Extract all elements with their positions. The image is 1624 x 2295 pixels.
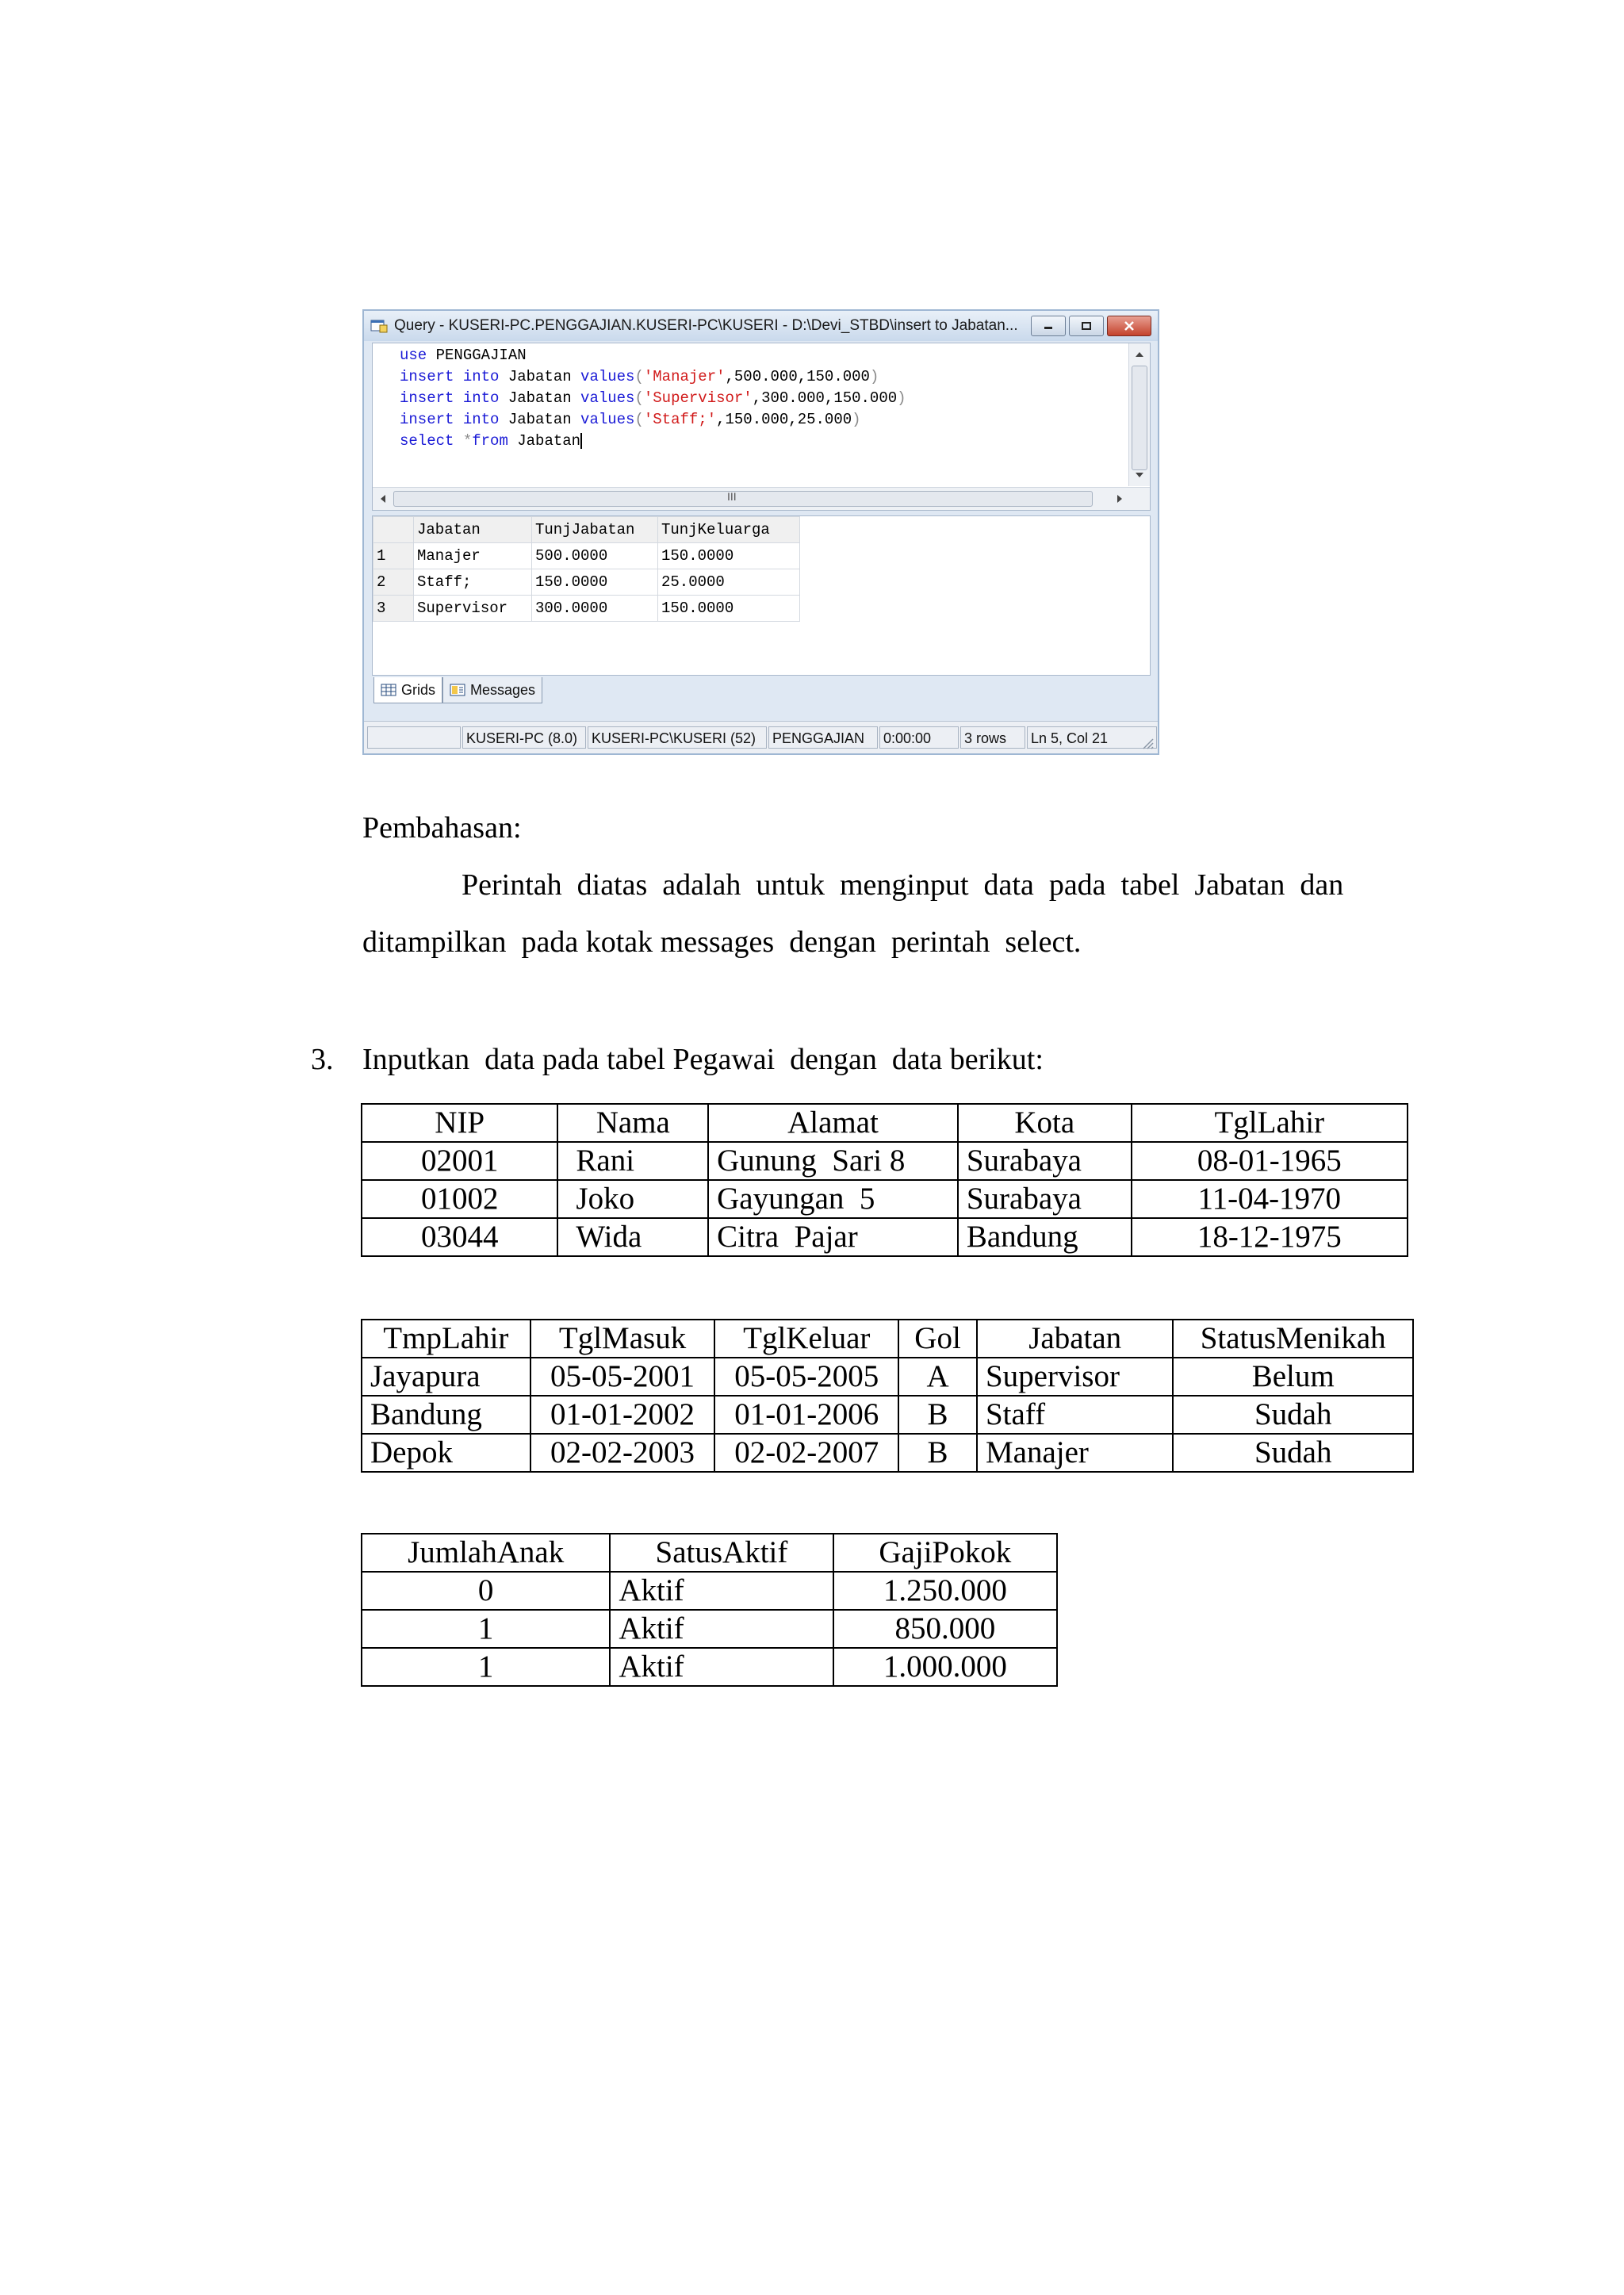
pembahasan-line-2: ditampilkan pada kotak messages dengan perintah select. [362, 925, 1082, 959]
cell-jabatan: Supervisor [977, 1358, 1173, 1396]
table-row [362, 1218, 1408, 1256]
cell-tglkeluar: 05-05-2005 [714, 1358, 898, 1396]
cell-statusaktif: Aktif [610, 1572, 833, 1610]
grid-row[interactable] [373, 543, 800, 569]
grid-header[interactable]: TunjKeluarga [658, 517, 800, 543]
minimize-button[interactable] [1031, 316, 1066, 336]
cell-kota: Surabaya [958, 1180, 1132, 1218]
status-time: 0:00:00 [879, 726, 959, 749]
messages-icon [450, 684, 465, 696]
query-editor[interactable] [372, 343, 1151, 511]
table-header: Gol [898, 1320, 977, 1358]
table-header: JumlahAnak [362, 1534, 610, 1572]
table-header: Jabatan [977, 1320, 1173, 1358]
scroll-left-icon [375, 489, 391, 509]
cell-nip: 01002 [362, 1180, 557, 1218]
cell-tmplahir: Jayapura [362, 1358, 530, 1396]
list-item-number: 3. [311, 1043, 334, 1076]
table-header: Kota [958, 1104, 1132, 1142]
table-row [362, 1358, 1413, 1396]
grid-row-number: 2 [373, 569, 414, 596]
cell-statusmenikah: Sudah [1173, 1434, 1413, 1472]
table-header: TglLahir [1132, 1104, 1408, 1142]
tab-grids-label: Grids [401, 681, 436, 698]
status-position: Ln 5, Col 21 [1027, 726, 1157, 749]
table-header: TglMasuk [530, 1320, 715, 1358]
grid-row[interactable] [373, 569, 800, 596]
table-header: NIP [362, 1104, 557, 1142]
cell-jumlahanak: 0 [362, 1572, 610, 1610]
cell-jumlahanak: 1 [362, 1610, 610, 1648]
cell-tgllahir: 18-12-1975 [1132, 1218, 1408, 1256]
code-line-2: insert into Jabatan values('Manajer',500.000,150.000) [400, 368, 879, 385]
cell-tgllahir: 08-01-1965 [1132, 1142, 1408, 1180]
tab-messages-label: Messages [470, 681, 536, 698]
table-header: Nama [557, 1104, 708, 1142]
tab-messages[interactable] [442, 677, 542, 703]
cell-statusaktif: Aktif [610, 1610, 833, 1648]
code-line-5: select *from Jabatan [400, 432, 581, 450]
results-tabs [373, 677, 542, 703]
pegawai-table-3 [361, 1533, 1058, 1687]
editor-horizontal-scrollbar[interactable] [373, 487, 1150, 510]
cell-statusmenikah: Belum [1173, 1358, 1413, 1396]
status-bar [364, 721, 1158, 753]
minimize-icon [1043, 322, 1054, 330]
table-row [362, 1396, 1413, 1434]
table-header: SatusAktif [610, 1534, 833, 1572]
cell-tglkeluar: 01-01-2006 [714, 1396, 898, 1434]
scroll-up-icon [1130, 347, 1149, 362]
grid-cell[interactable]: Supervisor [414, 596, 532, 622]
table-row [362, 1142, 1408, 1180]
grid-row[interactable] [373, 596, 800, 622]
window-title-bar [364, 311, 1158, 341]
grid-row-number: 1 [373, 543, 414, 569]
table-header: GajiPokok [833, 1534, 1057, 1572]
scroll-down-icon [1130, 467, 1149, 483]
horizontal-scroll-thumb[interactable] [393, 491, 1093, 507]
code-line-4: insert into Jabatan values('Staff;',150.000,25.000) [400, 411, 861, 428]
grid-cell[interactable]: 150.0000 [532, 569, 658, 596]
pegawai-table-2 [361, 1319, 1414, 1473]
cell-gajipokok: 1.000.000 [833, 1648, 1057, 1686]
cell-nama: Joko [557, 1180, 708, 1218]
cell-jumlahanak: 1 [362, 1648, 610, 1686]
query-window-screenshot [362, 309, 1159, 755]
cell-tmplahir: Bandung [362, 1396, 530, 1434]
scroll-right-icon [1112, 489, 1128, 509]
cell-tglmasuk: 02-02-2003 [530, 1434, 715, 1472]
cell-alamat: Citra Pajar [708, 1218, 958, 1256]
pegawai-table-1 [361, 1103, 1408, 1257]
cell-nama: Wida [557, 1218, 708, 1256]
status-server: KUSERI-PC (8.0) [462, 726, 586, 749]
pembahasan-heading: Pembahasan: [362, 811, 522, 845]
close-icon [1124, 321, 1135, 331]
cell-tglmasuk: 01-01-2002 [530, 1396, 715, 1434]
resize-grip-icon[interactable] [1140, 736, 1155, 750]
editor-vertical-scrollbar[interactable] [1128, 343, 1150, 486]
cell-jabatan: Manajer [977, 1434, 1173, 1472]
scroll-grip: III [727, 490, 737, 503]
tab-grids[interactable] [373, 677, 442, 703]
cell-gajipokok: 850.000 [833, 1610, 1057, 1648]
cell-gajipokok: 1.250.000 [833, 1572, 1057, 1610]
close-button[interactable] [1107, 316, 1151, 336]
code-line-1: use PENGGAJIAN [400, 347, 527, 364]
maximize-icon [1081, 321, 1092, 331]
grid-header[interactable]: TunjJabatan [532, 517, 658, 543]
code-line-3: insert into Jabatan values('Supervisor',300.000,150.000) [400, 389, 906, 407]
cell-tglmasuk: 05-05-2001 [530, 1358, 715, 1396]
grid-cell[interactable]: Manajer [414, 543, 532, 569]
grid-corner [373, 517, 414, 543]
grid-row-number: 3 [373, 596, 414, 622]
grid-cell[interactable]: 500.0000 [532, 543, 658, 569]
cell-tgllahir: 11-04-1970 [1132, 1180, 1408, 1218]
cell-statusaktif: Aktif [610, 1648, 833, 1686]
results-grid [373, 516, 800, 622]
table-header: StatusMenikah [1173, 1320, 1413, 1358]
grid-cell[interactable]: Staff; [414, 569, 532, 596]
cell-gol: B [898, 1434, 977, 1472]
grid-cell[interactable]: 25.0000 [658, 569, 800, 596]
grid-cell[interactable]: 150.0000 [658, 596, 800, 622]
cell-gol: A [898, 1358, 977, 1396]
grid-cell[interactable]: 150.0000 [658, 543, 800, 569]
grid-icon [381, 684, 396, 696]
cell-jabatan: Staff [977, 1396, 1173, 1434]
cell-alamat: Gayungan 5 [708, 1180, 958, 1218]
grid-header[interactable]: Jabatan [414, 517, 532, 543]
table-header: TmpLahir [362, 1320, 530, 1358]
list-item-text: Inputkan data pada tabel Pegawai dengan data berikut: [362, 1043, 1044, 1076]
grid-cell[interactable]: 300.0000 [532, 596, 658, 622]
table-header: Alamat [708, 1104, 958, 1142]
status-empty [367, 726, 461, 749]
pembahasan-line-1: Perintah diatas adalah untuk menginput data pada tabel Jabatan dan [462, 868, 1344, 902]
table-row [362, 1610, 1057, 1648]
table-row [362, 1572, 1057, 1610]
cell-tmplahir: Depok [362, 1434, 530, 1472]
cell-kota: Surabaya [958, 1142, 1132, 1180]
table-row [362, 1434, 1413, 1472]
status-database: PENGGAJIAN [768, 726, 878, 749]
cell-nip: 02001 [362, 1142, 557, 1180]
table-row [362, 1180, 1408, 1218]
status-user: KUSERI-PC\KUSERI (52) [588, 726, 767, 749]
cell-gol: B [898, 1396, 977, 1434]
text-cursor [580, 433, 582, 449]
vertical-scroll-thumb[interactable] [1132, 366, 1147, 470]
query-window-icon [370, 319, 388, 333]
cell-statusmenikah: Sudah [1173, 1396, 1413, 1434]
cell-alamat: Gunung Sari 8 [708, 1142, 958, 1180]
cell-nama: Rani [557, 1142, 708, 1180]
table-row [362, 1648, 1057, 1686]
table-header: TglKeluar [714, 1320, 898, 1358]
window-title: Query - KUSERI-PC.PENGGAJIAN.KUSERI-PC\KUSERI - D:\Devi_STBD\insert to Jabatan... [394, 317, 1018, 334]
cell-kota: Bandung [958, 1218, 1132, 1256]
cell-nip: 03044 [362, 1218, 557, 1256]
results-grid-panel [372, 515, 1151, 676]
cell-tglkeluar: 02-02-2007 [714, 1434, 898, 1472]
maximize-button[interactable] [1069, 316, 1104, 336]
status-rows: 3 rows [960, 726, 1025, 749]
